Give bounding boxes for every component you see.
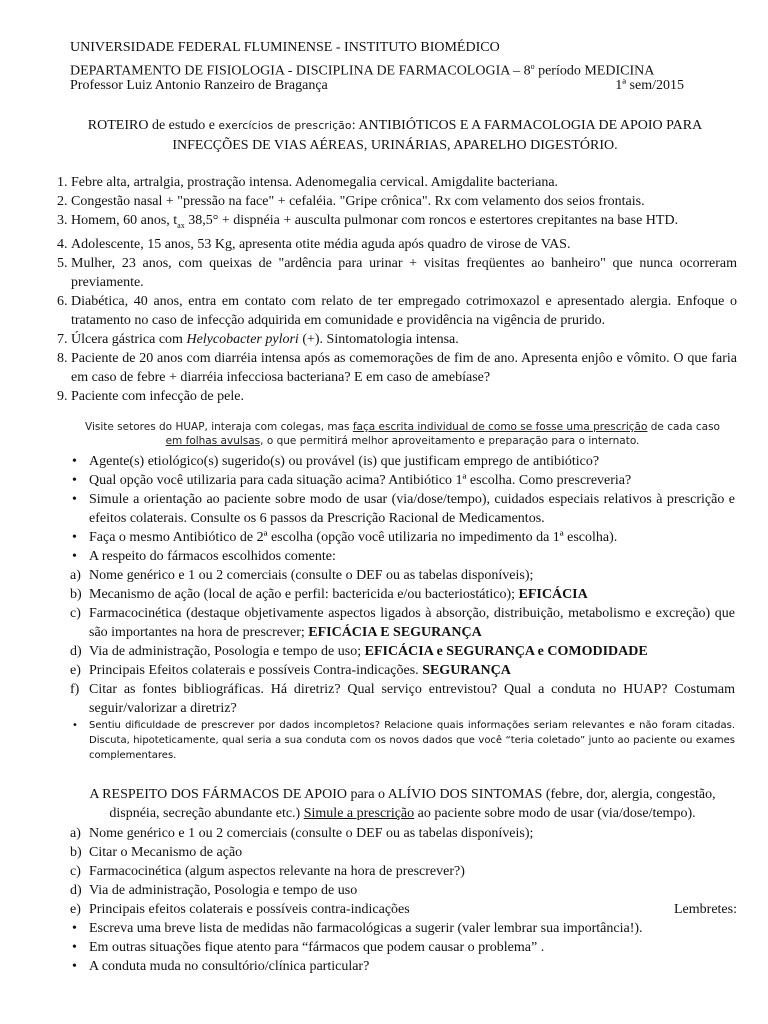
apoio-heading: A RESPEITO DOS FÁRMACOS DE APOIO para o ALÍVIO DOS SINTOMAS (febre, dor, alergia, congestão, dispnéia, secreção abundante etc.) Simule a prescrição ao paciente sobre modo de usar (via/dose/tempo). [89,787,716,821]
list-item: c) Farmacocinética (destaque objetivamente aspectos ligados à absorção, distribuição, metabolismo e excreção) que são importantes na hora de prescrever; EFICÁCIA E SEGURANÇA [70,606,735,640]
professor-name: Professor Luiz Antonio Ranzeiro de Bragança [70,78,328,93]
list-item: • Escreva uma breve lista de medidas não farmacológicas a sugerir (valer lembrar sua importância!). [72,921,643,936]
list-item: • Simule a orientação ao paciente sobre modo de usar (via/dose/tempo), cuidados especiais relativos à prescrição e efeitos colaterais. Consulte os 6 passos da Prescrição Racional de Medicamentos. [72,492,735,526]
list-item: 1. Febre alta, artralgia, prostração intensa. Adenomegalia cervical. Amigdalite bacteriana. [57,175,559,190]
document-title: ROTEIRO de estudo e exercícios de prescrição: ANTIBIÓTICOS E A FARMACOLOGIA DE APOIO PARA INFECÇÕES DE VIAS AÉREAS, URINÁRIAS, APARELHO DIGESTÓRIO. [87,118,703,153]
list-item: e) Principais efeitos colaterais e possíveis contra-indicações Lembretes: [70,902,737,917]
list-item: 5. Mulher, 23 anos, com queixas de "ardência para urinar + visitas freqüentes ao banheiro" que nunca ocorreram previamente. [57,255,737,290]
professor-line [70,76,720,95]
apoio-list [70,824,735,976]
list-item: • Agente(s) etiológico(s) sugerido(s) ou provável (is) que justificam emprego de antibiótico? [72,454,600,469]
list-item: 3. Homem, 60 anos, $t_{ax}$ 38,5° + dispnéia + ausculta pulmonar com roncos e estertores crepitantes na base HTD. [57,213,679,230]
list-item: d) Via de administração, Posologia e tempo de uso [70,883,358,898]
list-item: f) Citar as fontes bibliográficas. Há diretriz? Qual serviço entrevistou? Qual a conduta no HUAP? Costumam seguir/valorizar a diretriz? [70,682,735,716]
list-item: 9. Paciente com infecção de pele. [57,388,244,404]
list-item: • Sentiu dificuldade de prescrever por dados incompletos? Relacione quais informações seriam relevantes e não foram citadas. Discuta, hipoteticamente, qual seria a sua conduta com os novos dados que você “teria coletado” junto ao paciente ou exames complementares. [72,720,735,761]
lembretes-label: Lembretes: [674,902,737,917]
list-item: e) Principais Efeitos colaterais e possíveis Contra-indicações. SEGURANÇA [70,663,511,678]
list-item: 8. Paciente de 20 anos com diarréia intensa após as comemorações de fim de ano. Apresenta enjôo e vômito. O que faria em caso de febre + diarréia infecciosa bacteriana? E em caso de amebíase? [57,350,737,385]
list-item: 7. Úlcera gástrica com Helycobacter pylori (+). Sintomatologia intensa. [57,331,459,347]
list-item: a) Nome genérico e 1 ou 2 comerciais (consulte o DEF ou as tabelas disponíveis); [70,826,534,841]
list-item: a) Nome genérico e 1 ou 2 comerciais (consulte o DEF ou as tabelas disponíveis); [70,568,534,583]
semester: 1ª sem/2015 [615,78,684,93]
list-item: • Faça o mesmo Antibiótico de 2ª escolha (opção você utilizaria no impedimento da 1ª escolha). [72,530,618,545]
department-line: DEPARTAMENTO DE FISIOLOGIA - DISCIPLINA DE FARMACOLOGIA – 8$^o$ período MEDICINA [70,62,655,79]
visit-instructions: Visite setores do HUAP, interaja com colegas, mas faça escrita individual de como se fosse uma prescrição de cada caso em folhas avulsas, o que permitirá melhor aproveitamento e preparação para o internato. [85,421,720,447]
case-list [57,173,737,406]
header [70,38,720,95]
list-item: b) Citar o Mecanismo de ação [70,845,243,860]
list-item: 6. Diabética, 40 anos, entra em contato com relato de ter empregado cotrimoxazol e apresentado alergia. Enfoque o tratamento no caso de infecção adquirida em comunidade e providência na vigência de prurido. [57,293,737,328]
list-item: b) Mecanismo de ação (local de ação e perfil: bactericida e/ou bacteriostático); EFICÁCIA [70,587,588,602]
list-item: • Em outras situações fique atento para “fármacos que podem causar o problema” . [72,940,545,955]
list-item: • A conduta muda no consultório/clínica particular? [72,959,370,974]
list-item: 2. Congestão nasal + "pressão na face" + cefaléia. "Gripe crônica". Rx com velamento dos seios frontais. [57,194,645,209]
list-item: • A respeito do fármacos escolhidos comente: [72,549,336,564]
list-item: • Qual opção você utilizaria para cada situação acima? Antibiótico 1ª escolha. Como prescreveria? [72,473,632,488]
question-list [70,452,735,763]
list-item: c) Farmacocinética (algum aspectos relevante na hora de prescrever?) [70,864,465,879]
university-line: UNIVERSIDADE FEDERAL FLUMINENSE - INSTITUTO BIOMÉDICO [70,40,500,55]
list-item: 4. Adolescente, 15 anos, 53 Kg, apresenta otite média aguda após quadro de virose de VAS. [57,236,571,252]
list-item: d) Via de administração, Posologia e tempo de uso; EFICÁCIA e SEGURANÇA e COMODIDADE [70,644,648,659]
